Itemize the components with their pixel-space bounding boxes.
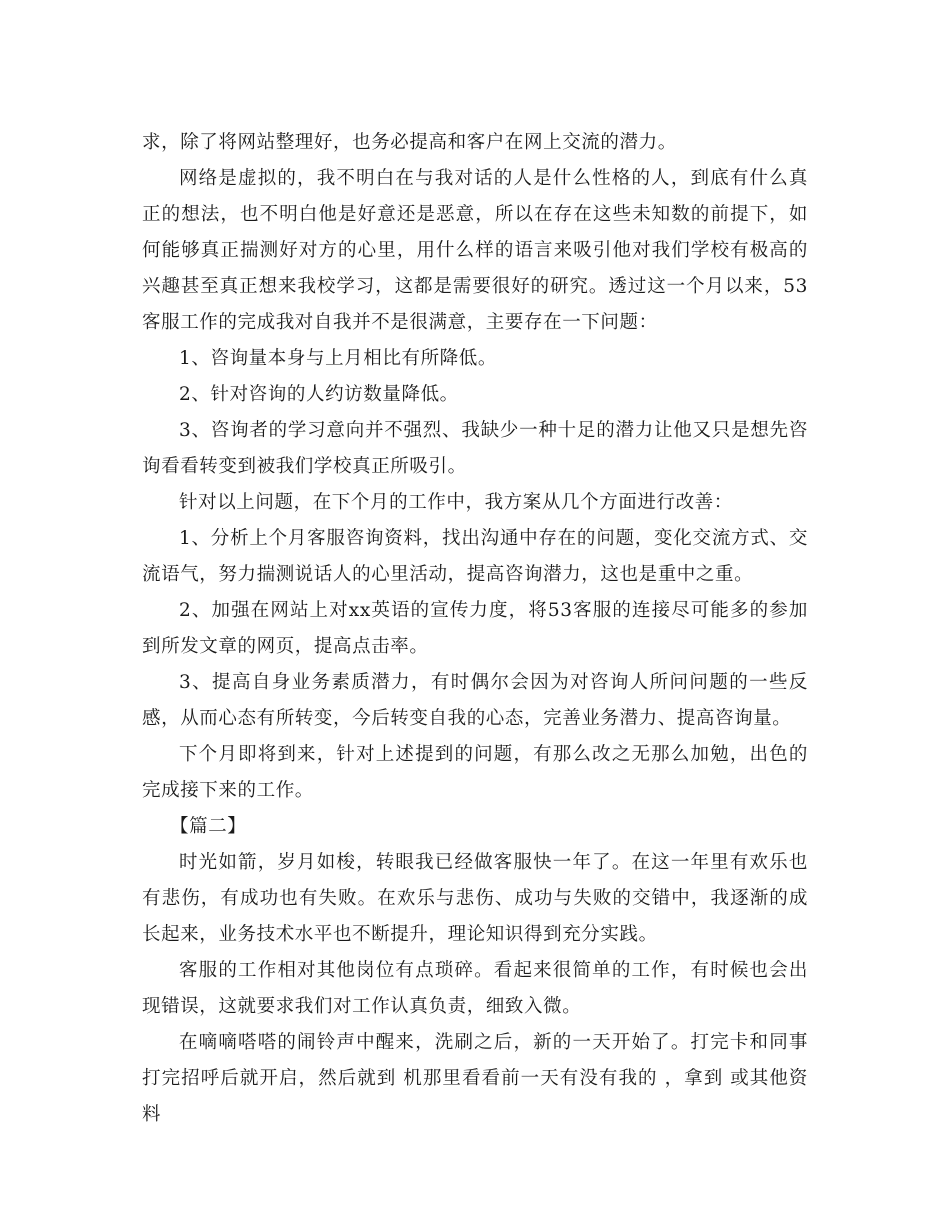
paragraph: 客服的工作相对其他岗位有点琐碎。看起来很简单的工作，有时候也会出现错误，这就要求我们对工作认真负责，细致入微。 <box>142 960 808 1017</box>
list-item: 1、分析上个月客服咨询资料，找出沟通中存在的问题，变化交流方式、交流语气，努力揣测说话人的心里活动，提高咨询潜力，这也是重中之重。 <box>142 528 808 585</box>
list-item: 3、咨询者的学习意向并不强烈、我缺少一种十足的潜力让他又只是想先咨询看看转变到被我们学校真正所吸引。 <box>142 420 808 477</box>
paragraph: 下个月即将到来，针对上述提到的问题，有那么改之无那么加勉，出色的完成接下来的工作。 <box>142 744 808 801</box>
paragraph: 求，除了将网站整理好，也务必提高和客户在网上交流的潜力。 <box>142 132 677 153</box>
paragraph: 时光如箭，岁月如梭，转眼我已经做客服快一年了。在这一年里有欢乐也有悲伤，有成功也有失败。在欢乐与悲伤、成功与失败的交错中，我逐渐的成长起来，业务技术水平也不断提升，理论知识得到充分实践。 <box>142 852 808 945</box>
section-heading: 【篇二】 <box>170 816 247 837</box>
paragraph: 网络是虚拟的，我不明白在与我对话的人是什么性格的人，到底有什么真正的想法，也不明白他是好意还是恶意，所以在存在这些未知数的前提下，如何能够真正揣测好对方的心里，用什么样的语言来吸引他对我们学校有极高的兴趣甚至真正想来我校学习，这都是需要很好的研究。透过这一个月以来，53客服工作的完成我对自我并不是很满意，主要存在一下问题： <box>142 168 808 333</box>
list-item: 2、针对咨询的人约访数量降低。 <box>179 384 459 405</box>
paragraph: 针对以上问题，在下个月的工作中，我方案从几个方面进行改善： <box>179 492 733 513</box>
list-item: 3、提高自身业务素质潜力，有时偶尔会因为对咨询人所问问题的一些反感，从而心态有所转变，今后转变自我的心态，完善业务潜力、提高咨询量。 <box>142 672 808 729</box>
list-item: 2、加强在网站上对xx英语的宣传力度，将53客服的连接尽可能多的参加到所发文章的网页，提高点击率。 <box>142 600 808 657</box>
list-item: 1、咨询量本身与上月相比有所降低。 <box>179 348 497 369</box>
document-body <box>142 125 808 1133</box>
paragraph: 在嘀嘀嗒嗒的闹铃声中醒来，洗刷之后，新的一天开始了。打完卡和同事打完招呼后就开启，然后就到 机那里看看前一天有没有我的 ，拿到 或其他资料 <box>142 1032 808 1125</box>
